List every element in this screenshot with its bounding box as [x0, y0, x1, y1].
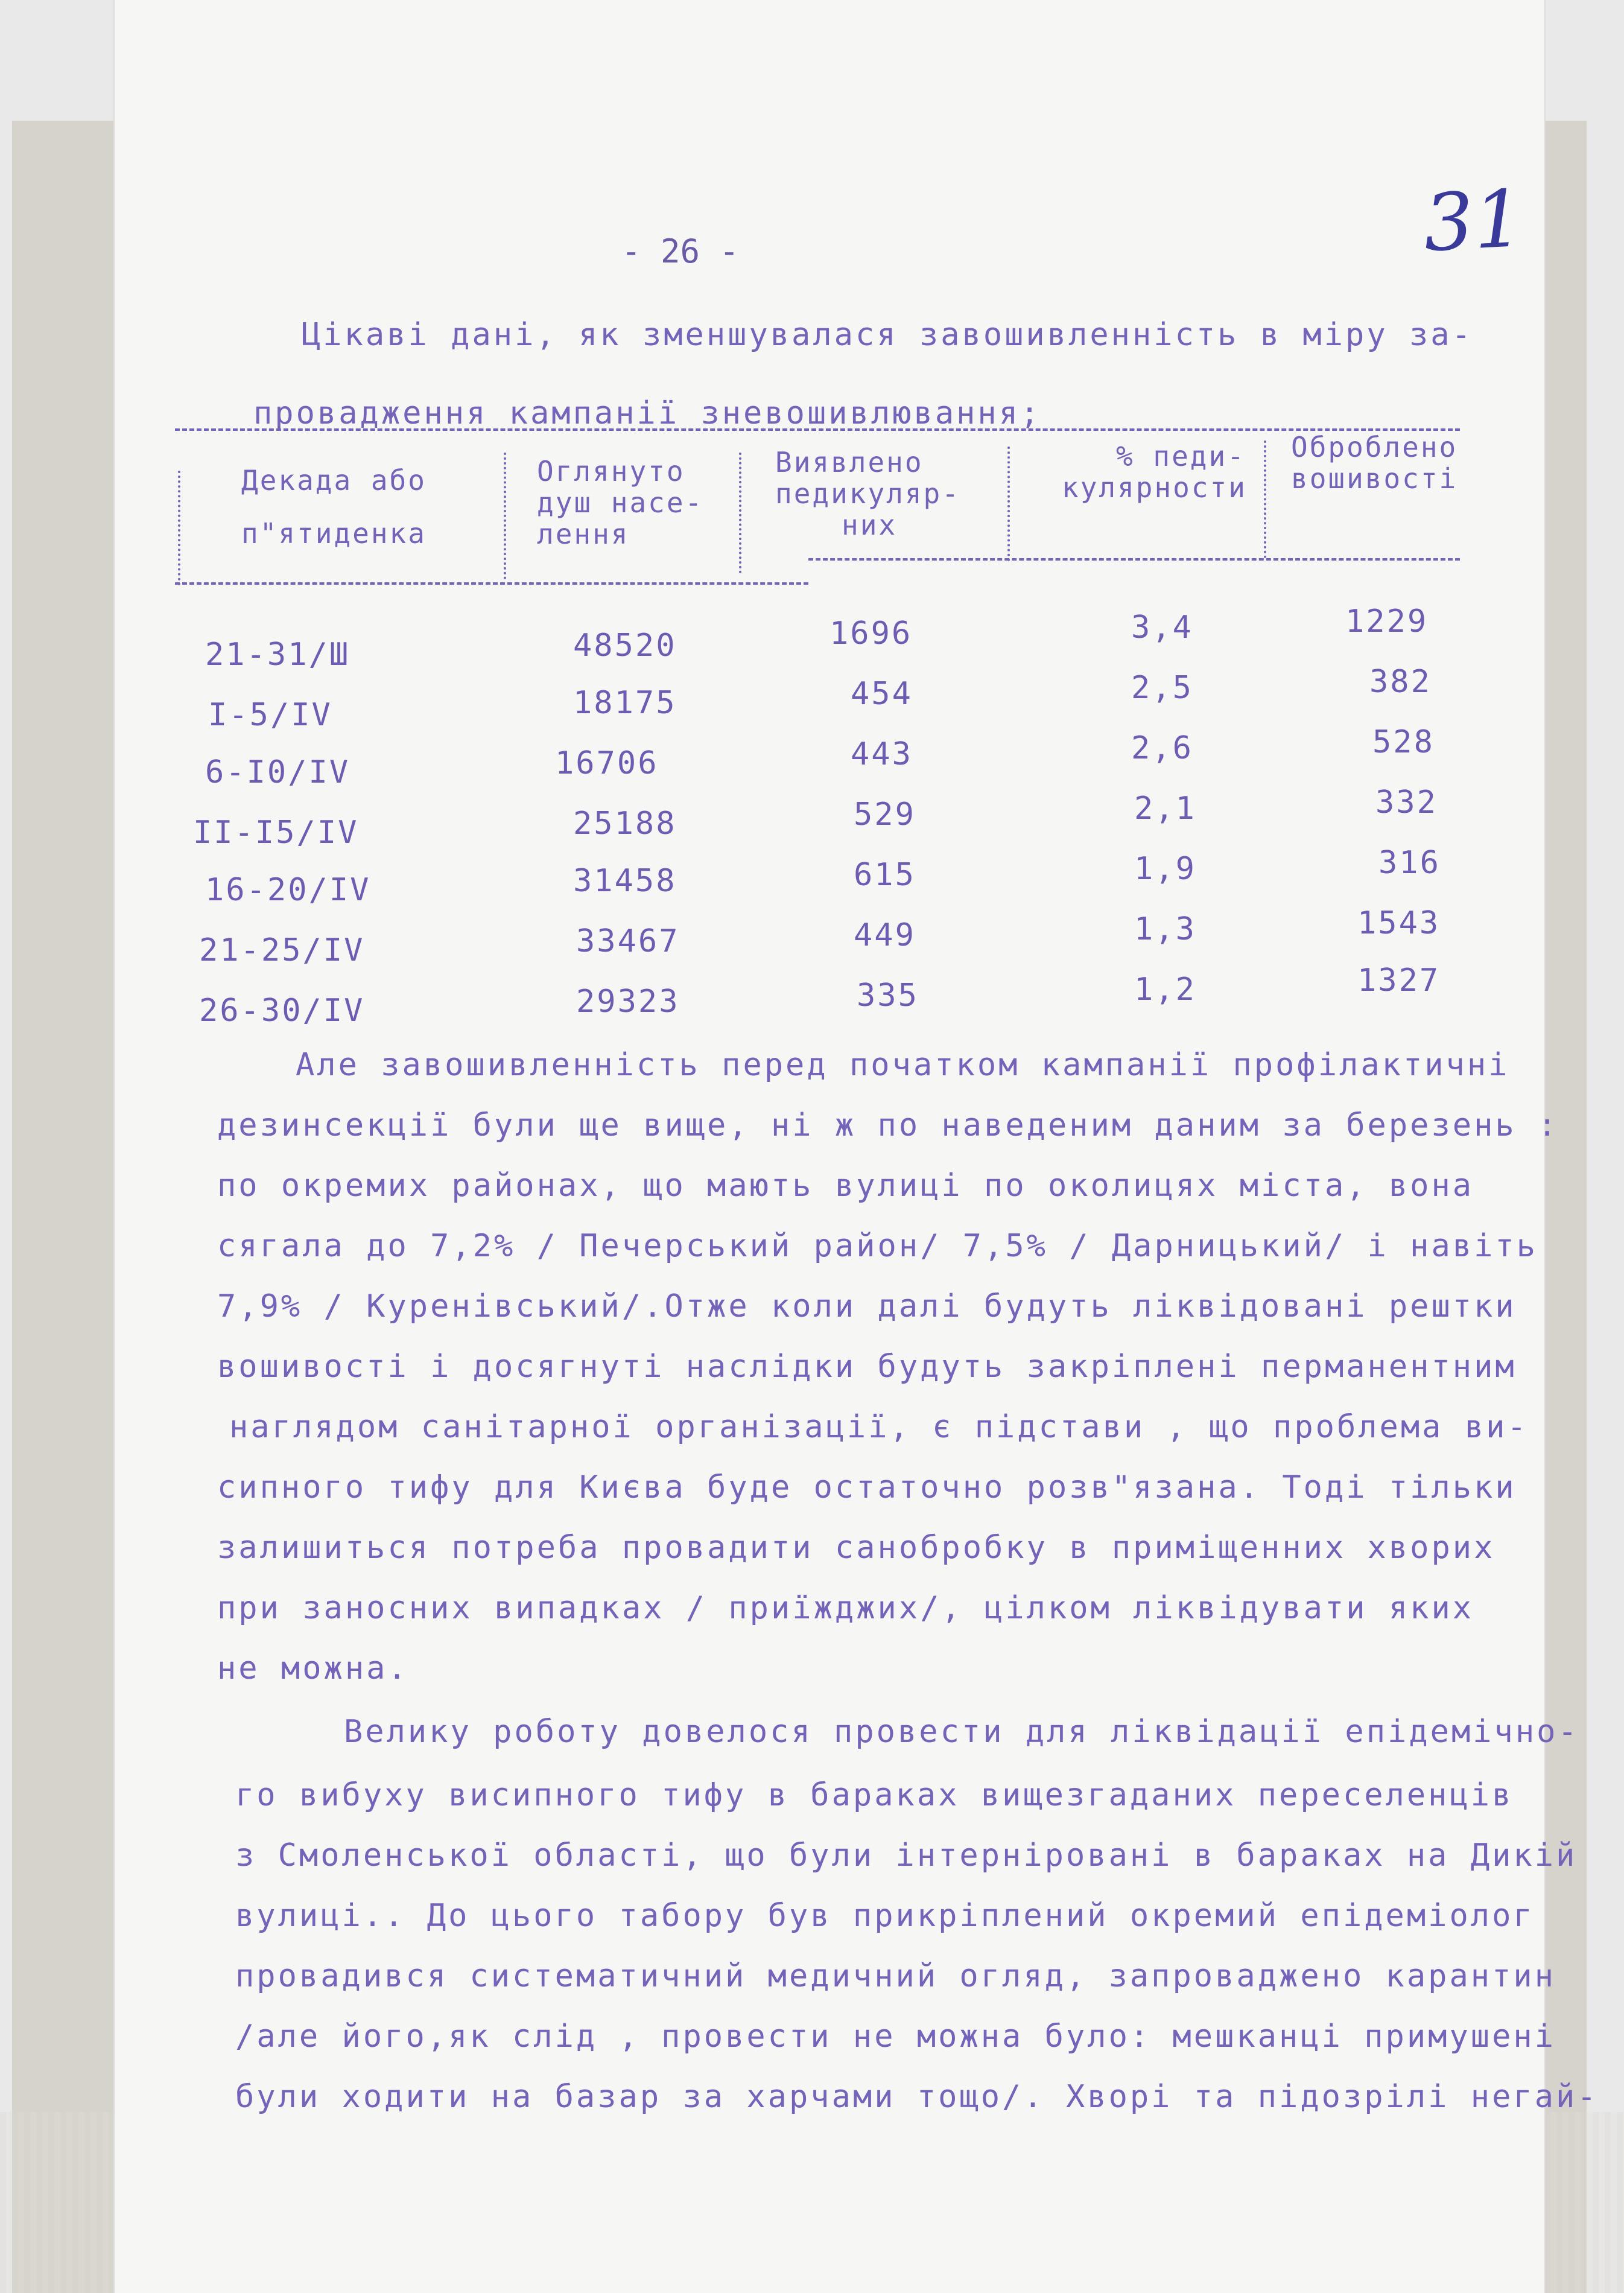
- table-cell: 21-25/IV: [199, 932, 365, 968]
- table-column-rule: [178, 471, 180, 585]
- table-column-rule: [504, 453, 506, 579]
- table-cell: 21-31/Ш: [205, 637, 350, 673]
- document-page: [115, 0, 1599, 2293]
- table-header-bottom-rule: [175, 582, 808, 585]
- table-top-rule: [175, 428, 1460, 431]
- table-header-cell: % педи- кулярности: [1062, 440, 1247, 504]
- table-header-cell: Декада або п"ятиденка: [241, 464, 427, 550]
- table-header-bottom-rule: [808, 558, 1460, 561]
- table-header-cell: Оглянуто душ насе- лення: [537, 455, 704, 550]
- body-line: вошивості і досягнуті наслідки будуть закріплені перманентним: [217, 1349, 1517, 1385]
- body-line: не можна.: [217, 1650, 409, 1687]
- table-cell: II-I5/IV: [193, 815, 359, 851]
- body-line: з Смоленської області, що були інтерніровані в бараках на Дикій: [235, 1837, 1578, 1874]
- body-line: при заносних випадках / приїжджих/, цілком ліквідувати яких: [217, 1590, 1474, 1626]
- body-line: вулиці.. До цього табору був прикріплений окремий епідеміолог: [235, 1898, 1535, 1934]
- table-header-cell: Виявлено педикуляр- них: [775, 446, 960, 541]
- table-cell: 1,2: [1134, 972, 1196, 1008]
- body-line: Велику роботу довелося провести для ліквідації епідемічно-: [344, 1714, 1579, 1750]
- table-cell: 2,6: [1131, 730, 1193, 766]
- table-cell: 29323: [576, 984, 680, 1020]
- table-cell: 1229: [1345, 603, 1429, 640]
- table-cell: 1696: [829, 615, 913, 652]
- table-cell: 332: [1375, 784, 1438, 821]
- table-header-cell: Оброблено вошивості: [1291, 431, 1458, 495]
- table-cell: 31458: [573, 863, 677, 899]
- body-line: по окремих районах, що мають вулиці по околицях міста, вона: [217, 1168, 1474, 1204]
- table-cell: 16-20/IV: [205, 872, 371, 908]
- table-cell: I-5/IV: [208, 697, 332, 733]
- table-cell: 25188: [573, 806, 677, 842]
- table-cell: 1327: [1357, 962, 1441, 999]
- table-cell: 6-I0/IV: [205, 754, 350, 790]
- table-cell: 1,3: [1134, 911, 1196, 947]
- table-cell: 454: [851, 676, 913, 712]
- table-cell: 443: [851, 736, 913, 772]
- table-cell: 18175: [573, 685, 677, 721]
- body-line: наглядом санітарної організації, є підстави , що проблема ви-: [229, 1409, 1529, 1445]
- table-column-rule: [1264, 440, 1266, 558]
- table-cell: 3,4: [1131, 609, 1193, 646]
- body-line: 7,9% / Куренівський/.Отже коли далі будуть ліквідовані рештки: [217, 1288, 1517, 1325]
- body-line: /але його,як слід , провести не можна було: мешканці примушені: [235, 2018, 1556, 2055]
- archive-folio-number: 31: [1421, 172, 1526, 270]
- table-cell: 528: [1372, 724, 1435, 760]
- body-line: залишиться потреба провадити санобробку в приміщенних хворих: [217, 1530, 1496, 1566]
- table-cell: 33467: [576, 923, 680, 959]
- intro-line: провадження кампанії зневошивлювання;: [253, 395, 1042, 431]
- body-line: сягала до 7,2% / Печерський район/ 7,5% / Дарницький/ і навіть: [217, 1228, 1538, 1264]
- table-cell: 48520: [573, 628, 677, 664]
- table-column-rule: [1007, 447, 1010, 561]
- table-cell: 2,1: [1134, 790, 1196, 827]
- body-line: го вибуху висипного тифу в бараках вищезгаданих переселенців: [235, 1777, 1514, 1813]
- table-cell: 1,9: [1134, 851, 1196, 887]
- table-cell: 2,5: [1131, 670, 1193, 706]
- table-cell: 1543: [1357, 905, 1441, 941]
- table-cell: 382: [1369, 664, 1432, 700]
- table-cell: 26-30/IV: [199, 993, 365, 1029]
- page-number: - 26 -: [621, 232, 740, 270]
- table-cell: 615: [854, 857, 916, 893]
- body-line: були ходити на базар за харчами тощо/. Хворі та підозрілі негай-: [235, 2079, 1599, 2115]
- body-line: провадився систематичний медичний огляд, запроваджено карантин: [235, 1958, 1556, 1994]
- table-column-rule: [739, 453, 741, 573]
- table-cell: 316: [1378, 845, 1441, 881]
- table-cell: 16706: [555, 745, 659, 781]
- intro-line: Цікаві дані, як зменшувалася завошивленність в міру за-: [302, 317, 1473, 353]
- table-cell: 335: [857, 978, 919, 1014]
- body-line: Але завошивленність перед початком кампанії профілактичні: [296, 1047, 1510, 1083]
- body-line: дезинсекції були ще вище, ні ж по наведеним даним за березень :: [217, 1107, 1559, 1143]
- body-line: сипного тифу для Києва буде остаточно розв"язана. Тоді тільки: [217, 1469, 1517, 1506]
- table-cell: 529: [854, 797, 916, 833]
- table-cell: 449: [854, 917, 916, 953]
